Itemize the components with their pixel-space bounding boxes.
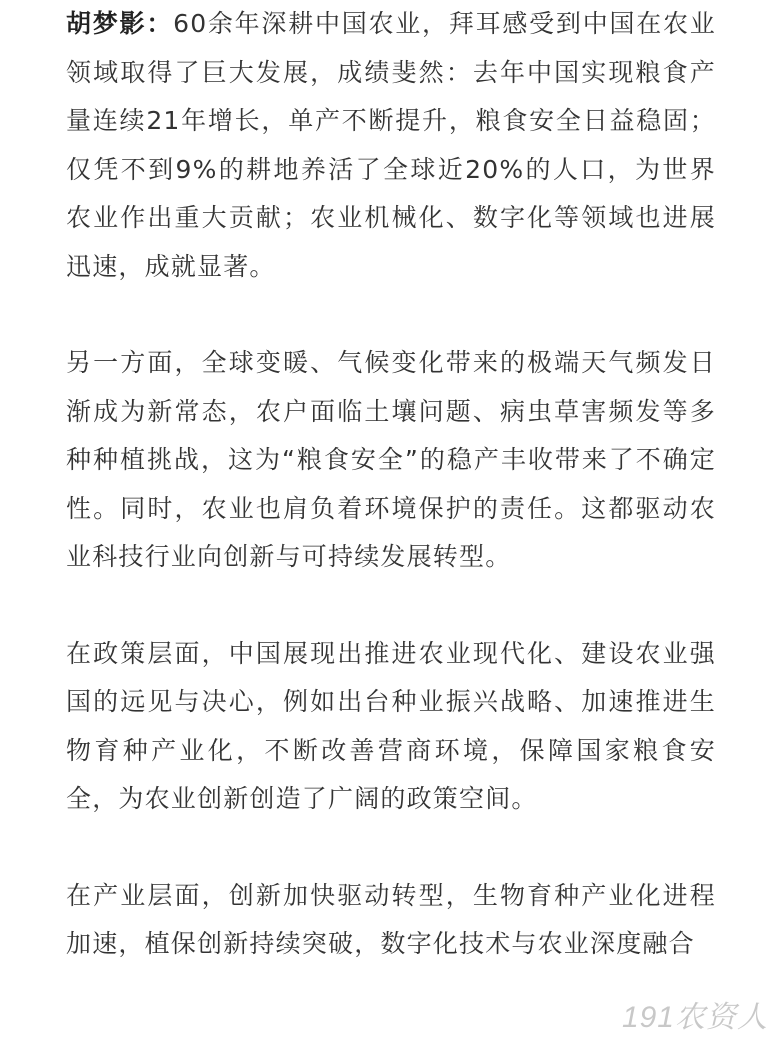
paragraph-1-text: 60余年深耕中国农业，拜耳感受到中国在农业领域取得了巨大发展，成绩斐然：去年中国实现粮食产量连续21年增长，单产不断提升，粮食安全日益稳固；仅凭不到9%的耕地养活了全球近20%的人口，为世界农业作出重大贡献；农业机械化、数字化等领域也进展迅速，成就显著。 xyxy=(66,9,716,281)
article-body xyxy=(66,0,716,969)
speaker-name: 胡梦影： xyxy=(66,9,174,38)
paragraph-2: 另一方面，全球变暖、气候变化带来的极端天气频发日渐成为新常态，农户面临土壤问题、病虫草害频发等多种种植挑战，这为“粮食安全”的稳产丰收带来了不确定性。同时，农业也肩负着环境保护的责任。这都驱动农业科技行业向创新与可持续发展转型。 xyxy=(66,348,716,571)
paragraph-1 xyxy=(66,0,716,291)
paragraph-4: 在产业层面，创新加快驱动转型，生物育种产业化进程加速，植保创新持续突破，数字化技术与农业深度融合 xyxy=(66,880,716,958)
watermark-logo: 191农资人 xyxy=(621,1001,768,1034)
paragraph-3: 在政策层面，中国展现出推进农业现代化、建设农业强国的远见与决心，例如出台种业振兴战略、加速推进生物育种产业化，不断改善营商环境，保障国家粮食安全，为农业创新创造了广阔的政策空间。 xyxy=(66,638,716,813)
